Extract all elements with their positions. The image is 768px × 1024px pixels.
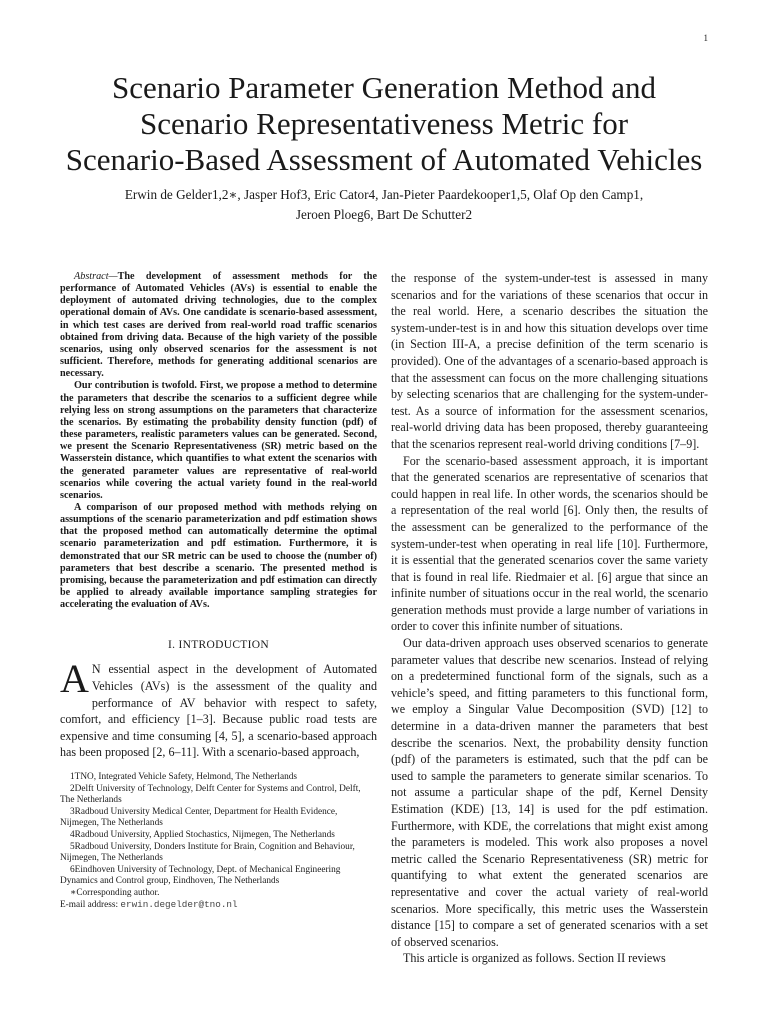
abstract-lead: Abstract—: [74, 271, 118, 282]
body-paragraph: the response of the system-under-test is assessed in many scenarios and for the variations of these scenarios that occur in the real world. Here, a scenario describes the situation the system-under-test is in and how this situation develops over time (in Section III-A, a precise definition of the term scenario is provided). One of the advantages of a scenario-based approach is that the assessment can focus on the more challenging situations by selecting scenarios that are challenging for the system-under-test. As a source of information for the assessment scenarios, real-world driving data has been proposed, thereby guaranteeing that the scenarios represent real-world driving conditions [7–9].: [391, 271, 708, 451]
intro-paragraph: [60, 656, 377, 761]
email-label: E-mail address:: [60, 900, 119, 911]
footnote: ∗Corresponding author.: [70, 887, 160, 898]
title-line: Scenario-Based Assessment of Automated Vehicles: [65, 142, 703, 177]
body-paragraph: For the scenario-based assessment approach, it is important that the generated scenarios are representative of scenarios that could happen in real life. In other words, the scenarios should be a representation of the real world [6]. Only then, the results of the assessment can be generalized to the performance of the system-under-test when operating in real life [10]. Furthermore, it is essential that the generated scenarios cover the same variety that is found in real life. Riedmaier et al. [6] argue that since an infinite number of situations occur in the real world, the scenario generation methods must provide a large number of variations in order to cover this infinite number of situations.: [391, 453, 708, 634]
title-line: Scenario Representativeness Metric for: [139, 106, 629, 141]
footnote: 2Delft University of Technology, Delft Center for Systems and Control, Delft, The Netherlands: [60, 783, 361, 806]
footnote: 5Radboud University, Donders Institute for Brain, Cognition and Behaviour, Nijmegen, The Netherlands: [60, 841, 355, 864]
footnote: 6Eindhoven University of Technology, Dept. of Mechanical Engineering Dynamics and Control group, Eindhoven, The Netherlands: [60, 864, 341, 887]
footnotes: [60, 772, 377, 912]
author-line: Erwin de Gelder1,2∗, Jasper Hof3, Eric Cator4, Jan-Pieter Paardekooper1,5, Olaf Op den Camp1,: [124, 187, 644, 202]
section-heading: I. INTRODUCTION: [168, 639, 269, 652]
drop-cap: A: [60, 656, 89, 702]
body-paragraph: This article is organized as follows. Section II reviews: [403, 951, 666, 966]
body-paragraph: Our data-driven approach uses observed scenarios to generate parameter values that describe new scenarios. Instead of relying on a predetermined functional form of the signals, such as a vehicle’s speed, and fitting parameters to this functional form, we employ a Singular Value Decomposition (SVD) [12] to determine in a data-driven manner the parameters that best describe the scenarios. Next, the probability density function (pdf) of the parameters is estimated, such that the pdf can be used to sample the parameters to generate similar scenarios. To not assume a particular shape of the pdf, Kernel Density Estimation (KDE) [13, 14] is used for the pdf estimation. Furthermore, with KDE, the correlations that might exist among the parameters is modeled. This work also proposes a novel metric called the Scenario Representativeness (SR) metric for quantifying to what extent the generated scenarios are representative and cover the actual variety of real-world scenarios. More specifically, this metric uses the Wasserstein distance [15] to compare a set of generated scenarios with a set of observed scenarios.: [391, 636, 708, 949]
paper-title: [40, 70, 728, 178]
footnote: 3Radboud University Medical Center, Department for Health Evidence, Nijmegen, The Netherlands: [60, 806, 338, 829]
left-column: [60, 271, 377, 912]
abstract: [60, 271, 377, 611]
intro-text: N essential aspect in the development of Automated Vehicles (AVs) is the assessment of the quality and performance of AV behavior with respect to safety, comfort, and efficiency [1–3]. Because public road tests are expensive and time consuming [4, 5], a scenario-based approach has been proposed [2, 6–11]. With a scenario-based approach,: [60, 662, 377, 760]
author-list: [60, 185, 708, 225]
page-number: 1: [703, 33, 708, 43]
abstract-paragraph: The development of assessment methods for the performance of Automated Vehicles (AVs) is essential to enable the deployment of automated driving technologies, due to the complex operational domain of AVs. One candidate is scenario-based assessment, in which test cases are derived from real-world road traffic scenarios obtained from driving data. Because of the high variety of the possible scenarios, using only observed scenarios for the assessment is not sufficient. Therefore, methods for generating additional scenarios are necessary.: [60, 271, 377, 380]
abstract-paragraph: Our contribution is twofold. First, we propose a method to determine the parameters that describe the scenarios to a sufficient degree while relying less on strong assumptions on the parameters that characterize the scenarios. By estimating the probability density function (pdf) of these parameters, realistic parameters values can be generated. Second, we present the Scenario Representativeness (SR) metric based on the Wasserstein distance, which quantifies to what extent the scenarios with the generated parameter values are representative of real-world scenarios while covering the actual variety found in the real-world scenarios.: [60, 380, 377, 501]
author-line: Jeroen Ploeg6, Bart De Schutter2: [295, 207, 473, 222]
abstract-paragraph: A comparison of our proposed method with methods relying on assumptions of the scenario parameterization and pdf estimation shows that the proposed method can automatically determine the optimal scenario parameterization and pdf estimation. Furthermore, it is demonstrated that our SR metric can be used to choose the (number of) parameters that best describe a scenario. The presented method is promising, because the parameterization and pdf estimation can directly be applied to already available importance sampling strategies for accelerating the evaluation of AVs.: [60, 501, 377, 611]
right-column: [391, 270, 708, 967]
title-line: Scenario Parameter Generation Method and: [111, 70, 656, 105]
footnote: 1TNO, Integrated Vehicle Safety, Helmond, The Netherlands: [70, 771, 298, 782]
email-line: [60, 899, 377, 912]
footnote: 4Radboud University, Applied Stochastics, Nijmegen, The Netherlands: [70, 829, 335, 840]
email-address[interactable]: erwin.degelder@tno.nl: [120, 899, 238, 911]
